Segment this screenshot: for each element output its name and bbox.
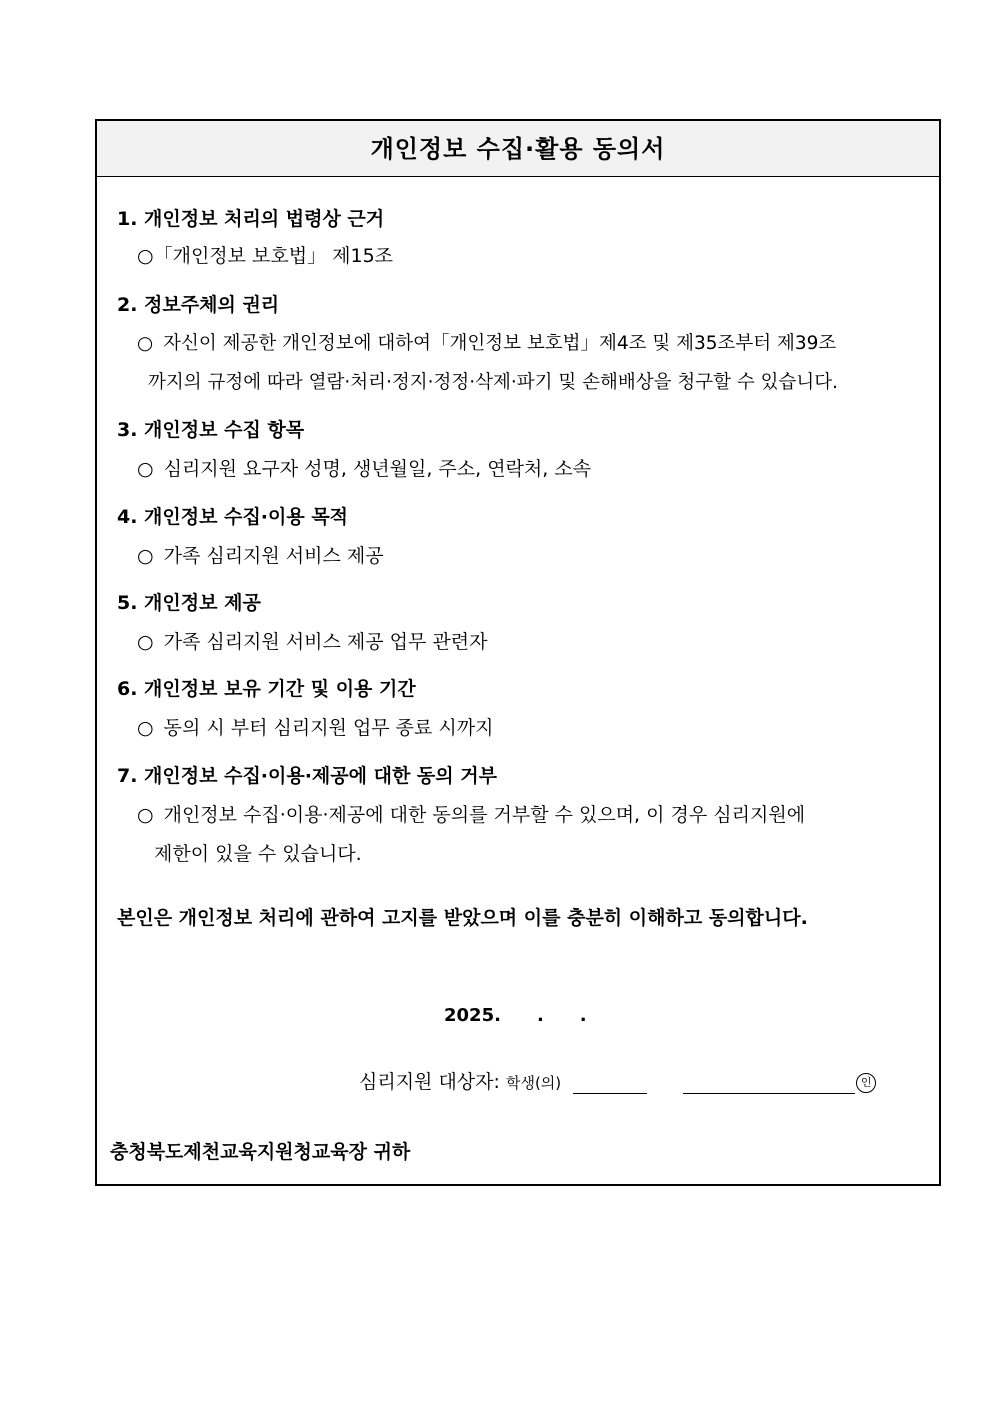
- student-label: 학생(의): [505, 1074, 562, 1092]
- form-title: 개인정보 수집·활용 동의서: [97, 121, 939, 177]
- section-7-line-1: [137, 800, 805, 827]
- bullet-icon: ○: [137, 631, 154, 653]
- guardian-name-blank[interactable]: [683, 1073, 855, 1094]
- section-2-line-2: 까지의 규정에 따라 열람·처리·정지·정정·삭제·파기 및 손해배상을 청구할 수 있습니다.: [148, 372, 838, 393]
- section-5-line-1: [137, 627, 487, 654]
- section-5-text: 가족 심리지원 서비스 제공 업무 관련자: [163, 631, 488, 653]
- section-2-line-1: [137, 329, 836, 355]
- section-2-heading: 2. 정보주체의 권리: [117, 294, 280, 316]
- date-year: 2025.: [444, 1005, 501, 1026]
- bullet-icon: ○: [137, 245, 154, 267]
- date-line: [444, 1005, 587, 1026]
- section-1-line-1: [137, 241, 393, 268]
- bullet-icon: ○: [137, 333, 154, 354]
- recipient: 충청북도제천교육지원청교육장 귀하: [110, 1141, 411, 1163]
- signature-line: [359, 1067, 876, 1094]
- consent-form: [95, 119, 941, 1186]
- date-month-dot: .: [536, 1005, 544, 1026]
- section-4-heading: 4. 개인정보 수집·이용 목적: [117, 506, 349, 528]
- section-7-line-2: 제한이 있을 수 있습니다.: [154, 843, 362, 865]
- section-7-heading: 7. 개인정보 수집·이용·제공에 대한 동의 거부: [117, 765, 497, 787]
- bullet-icon: ○: [137, 545, 154, 567]
- section-7-text-1: 개인정보 수집·이용·제공에 대한 동의를 거부할 수 있으며, 이 경우 심리지원에: [163, 804, 806, 826]
- bullet-icon: ○: [137, 804, 154, 826]
- consent-statement: 본인은 개인정보 처리에 관하여 고지를 받았으며 이를 충분히 이해하고 동의합니다.: [117, 907, 808, 929]
- section-3-heading: 3. 개인정보 수집 항목: [117, 419, 305, 441]
- section-5-heading: 5. 개인정보 제공: [117, 592, 261, 614]
- section-6-heading: 6. 개인정보 보유 기간 및 이용 기간: [117, 678, 416, 700]
- date-day-dot: .: [579, 1005, 587, 1026]
- section-4-text: 가족 심리지원 서비스 제공: [163, 545, 384, 567]
- section-6-text: 동의 시 부터 심리지원 업무 종료 시까지: [163, 717, 494, 739]
- seal-icon: 인: [856, 1073, 876, 1093]
- section-2-text-1: 자신이 제공한 개인정보에 대하여「개인정보 보호법」제4조 및 제35조부터 제39조: [163, 333, 837, 354]
- section-1-text: 「개인정보 보호법」 제15조: [153, 245, 394, 267]
- section-3-text: 심리지원 요구자 성명, 생년월일, 주소, 연락처, 소속: [163, 458, 592, 480]
- bullet-icon: ○: [137, 717, 154, 739]
- section-6-line-1: [137, 713, 494, 740]
- section-3-line-1: [137, 454, 591, 481]
- section-1-heading: 1. 개인정보 처리의 법령상 근거: [117, 208, 385, 230]
- section-4-line-1: [137, 541, 384, 568]
- student-name-blank[interactable]: [573, 1073, 647, 1094]
- bullet-icon: ○: [137, 458, 154, 480]
- signature-label: 심리지원 대상자:: [359, 1071, 500, 1093]
